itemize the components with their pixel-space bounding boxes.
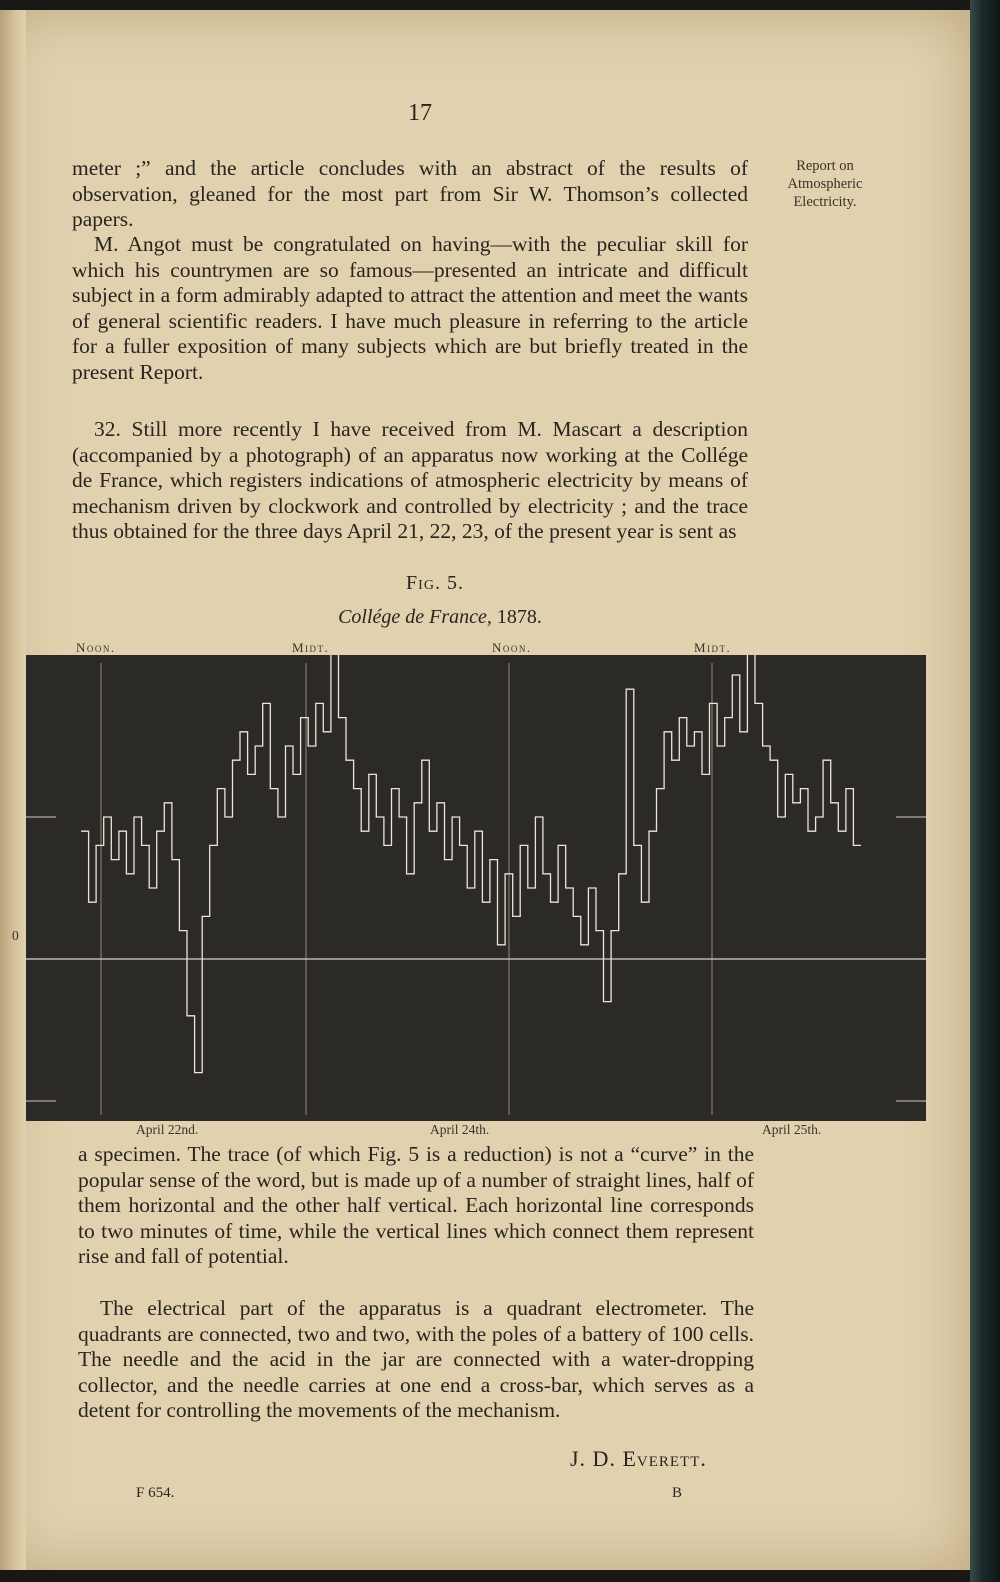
electrometer-trace-chart	[26, 655, 926, 1121]
paragraph-3: 32. Still more recently I have received from M. Mascart a description (accompanied by a photograph) of an apparatus now working at the Collége de France, which registers indications of atmospheric electricity by means of mechanism driven by clockwork and controlled by electricity ; and the trace thus obtained for the three days April 21, 22, 23, of the present year is sent as	[72, 417, 748, 544]
time-label-midnight-2: Midt.	[694, 640, 732, 655]
footer-gathering-mark: B	[672, 1485, 683, 1501]
figure-title-year: 1878.	[496, 606, 542, 628]
paragraph-5: The electrical part of the apparatus is a quadrant electrometer. The quadrants are connected, two and two, with the poles of a battery of 100 cells. The needle and the acid in the jar are connected with a water-dropping collector, and the needle carries at one end a cross-bar, which serves as a detent for controlling the movements of the mechanism.	[78, 1296, 754, 1423]
margin-note: Report on Atmospheric Electricity.	[787, 158, 863, 210]
book-edge	[970, 0, 1000, 1582]
page-gutter	[0, 10, 26, 1570]
paragraph-1: meter ;” and the article concludes with an abstract of the results of observation, gleaned for the most part from Sir W. Thomson’s collected papers.	[72, 156, 748, 232]
date-label-april-24: April 24th.	[430, 1122, 490, 1137]
figure-title	[300, 606, 580, 629]
date-label-april-25: April 25th.	[762, 1122, 822, 1137]
figure-label: Fig. 5.	[406, 572, 464, 594]
time-label-noon-1: Noon.	[76, 640, 116, 655]
zero-label: 0	[12, 928, 19, 943]
signature: J. D. Everett.	[570, 1446, 707, 1471]
time-label-noon-2: Noon.	[492, 640, 532, 655]
paragraph-2: M. Angot must be congratulated on having—with the peculiar skill for which his countrymen are so famous—presented an intricate and difficult subject in a form admirably adapted to attract the attention and meet the wants of general scientific readers. I have much pleasure in referring to the article for a fuller exposition of many subjects which are but briefly treated in the present Report.	[72, 232, 748, 384]
chart-background	[26, 655, 926, 1121]
trace-svg	[26, 655, 926, 1121]
date-label-april-22: April 22nd.	[136, 1122, 199, 1137]
page-number: 17	[408, 100, 432, 126]
time-label-midnight-1: Midt.	[292, 640, 330, 655]
footer-signature-mark: F 654.	[136, 1485, 175, 1501]
paragraph-4: a specimen. The trace (of which Fig. 5 is a reduction) is not a “curve” in the popular sense of the word, but is made up of a number of straight lines, half of them horizontal and the other half vertical. Each horizontal line corresponds to two minutes of time, while the vertical lines which connect them represent rise and fall of potential.	[78, 1142, 754, 1269]
figure-title-italic: Collége de France,	[338, 606, 492, 628]
